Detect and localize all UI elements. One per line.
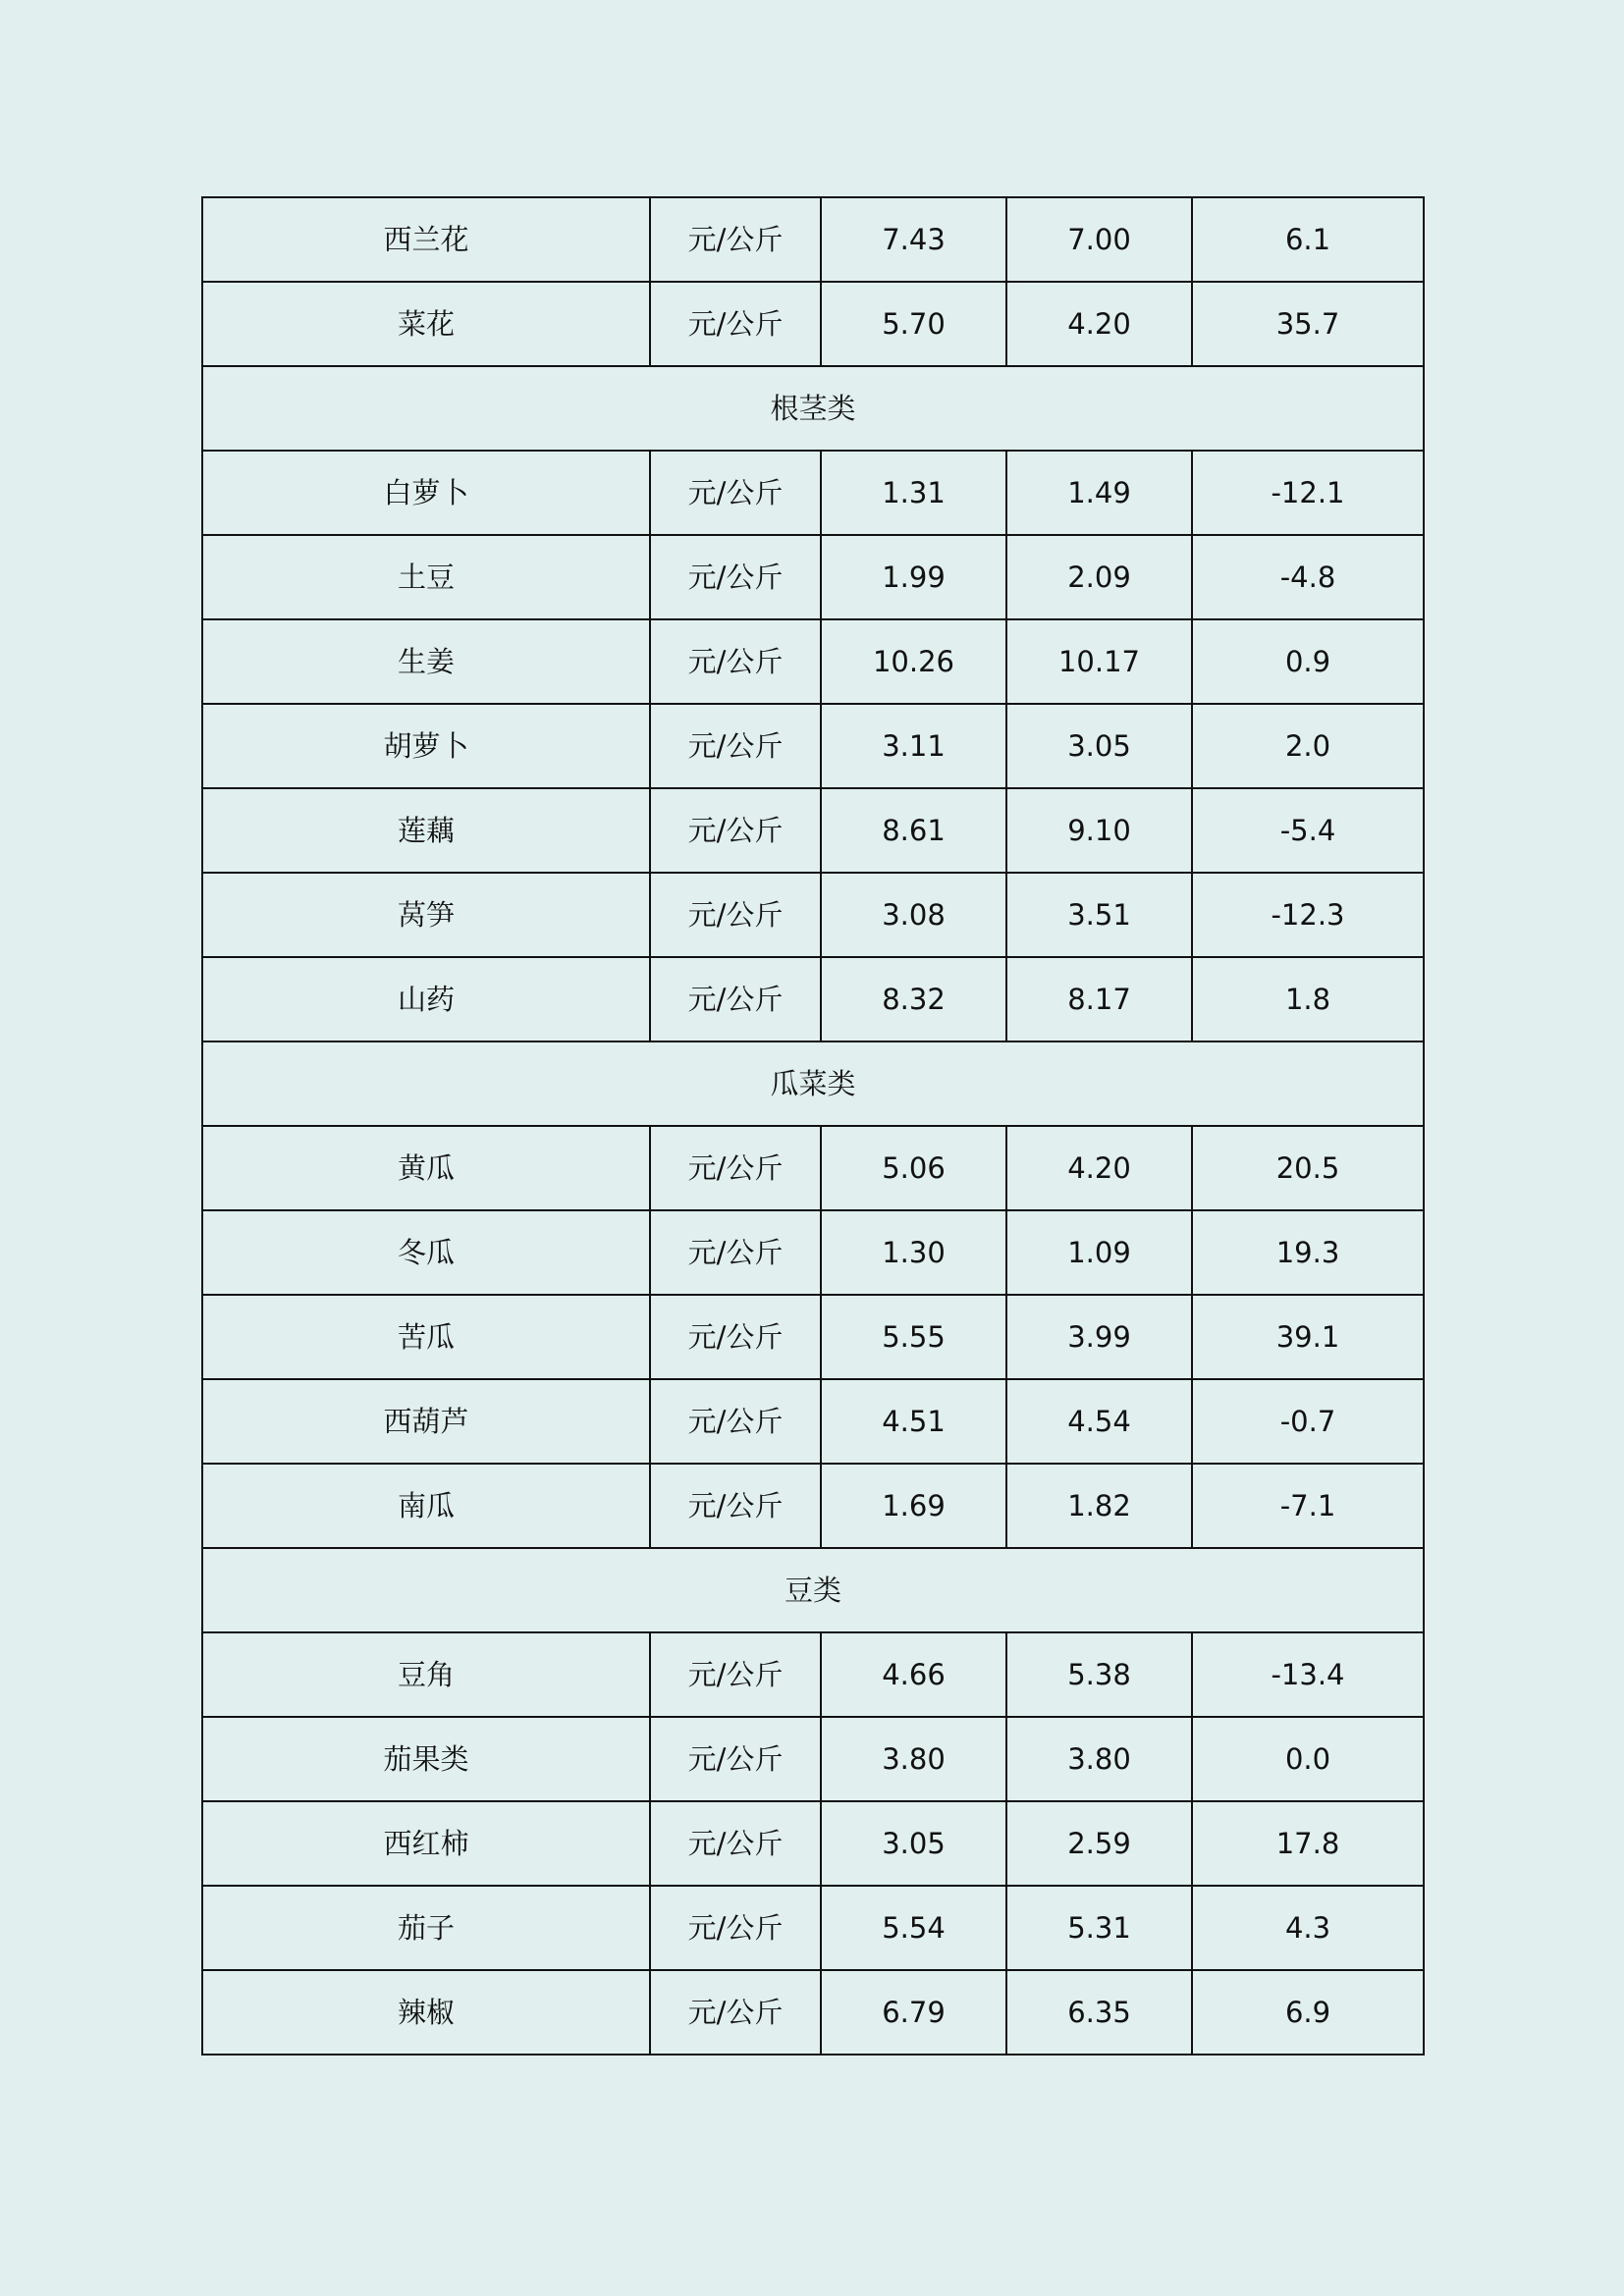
current-price-cell: 1.69 [821, 1464, 1006, 1548]
current-price-cell: 3.05 [821, 1801, 1006, 1886]
table-row [202, 1126, 1424, 1210]
current-price-cell: 10.26 [821, 619, 1006, 704]
change-percent-cell: 20.5 [1192, 1126, 1424, 1210]
previous-price-cell: 3.05 [1006, 704, 1192, 788]
table-row [202, 788, 1424, 873]
previous-price-cell: 2.09 [1006, 535, 1192, 619]
previous-price-cell: 1.82 [1006, 1464, 1192, 1548]
unit-cell: 元/公斤 [650, 1295, 821, 1379]
current-price-cell: 5.06 [821, 1126, 1006, 1210]
table-row [202, 451, 1424, 535]
price-table-body [202, 197, 1424, 2055]
unit-cell: 元/公斤 [650, 1886, 821, 1970]
item-name-cell: 西红柿 [202, 1801, 650, 1886]
previous-price-cell: 3.80 [1006, 1717, 1192, 1801]
change-percent-cell: 4.3 [1192, 1886, 1424, 1970]
unit-cell: 元/公斤 [650, 1632, 821, 1717]
unit-cell: 元/公斤 [650, 619, 821, 704]
current-price-cell: 5.70 [821, 282, 1006, 366]
unit-cell: 元/公斤 [650, 957, 821, 1041]
previous-price-cell: 1.09 [1006, 1210, 1192, 1295]
previous-price-cell: 5.31 [1006, 1886, 1192, 1970]
change-percent-cell: 6.1 [1192, 197, 1424, 282]
table-row [202, 197, 1424, 282]
change-percent-cell: 6.9 [1192, 1970, 1424, 2055]
table-row [202, 1210, 1424, 1295]
item-name-cell: 生姜 [202, 619, 650, 704]
item-name-cell: 山药 [202, 957, 650, 1041]
previous-price-cell: 7.00 [1006, 197, 1192, 282]
table-row [202, 1632, 1424, 1717]
change-percent-cell: 19.3 [1192, 1210, 1424, 1295]
previous-price-cell: 4.54 [1006, 1379, 1192, 1464]
item-name-cell: 莲藕 [202, 788, 650, 873]
table-row [202, 1886, 1424, 1970]
current-price-cell: 4.66 [821, 1632, 1006, 1717]
category-label: 豆类 [202, 1548, 1424, 1632]
current-price-cell: 1.99 [821, 535, 1006, 619]
item-name-cell: 南瓜 [202, 1464, 650, 1548]
item-name-cell: 辣椒 [202, 1970, 650, 2055]
previous-price-cell: 1.49 [1006, 451, 1192, 535]
current-price-cell: 5.55 [821, 1295, 1006, 1379]
change-percent-cell: -12.1 [1192, 451, 1424, 535]
item-name-cell: 土豆 [202, 535, 650, 619]
unit-cell: 元/公斤 [650, 282, 821, 366]
change-percent-cell: -0.7 [1192, 1379, 1424, 1464]
item-name-cell: 西兰花 [202, 197, 650, 282]
change-percent-cell: -4.8 [1192, 535, 1424, 619]
unit-cell: 元/公斤 [650, 873, 821, 957]
unit-cell: 元/公斤 [650, 704, 821, 788]
category-row [202, 366, 1424, 451]
current-price-cell: 7.43 [821, 197, 1006, 282]
item-name-cell: 豆角 [202, 1632, 650, 1717]
item-name-cell: 茄果类 [202, 1717, 650, 1801]
item-name-cell: 菜花 [202, 282, 650, 366]
unit-cell: 元/公斤 [650, 451, 821, 535]
category-row [202, 1548, 1424, 1632]
table-row [202, 535, 1424, 619]
previous-price-cell: 10.17 [1006, 619, 1192, 704]
previous-price-cell: 4.20 [1006, 282, 1192, 366]
current-price-cell: 3.08 [821, 873, 1006, 957]
unit-cell: 元/公斤 [650, 788, 821, 873]
unit-cell: 元/公斤 [650, 1970, 821, 2055]
table-row [202, 1295, 1424, 1379]
previous-price-cell: 3.51 [1006, 873, 1192, 957]
previous-price-cell: 3.99 [1006, 1295, 1192, 1379]
table-row [202, 1801, 1424, 1886]
table-row [202, 873, 1424, 957]
change-percent-cell: -12.3 [1192, 873, 1424, 957]
change-percent-cell: 35.7 [1192, 282, 1424, 366]
current-price-cell: 1.30 [821, 1210, 1006, 1295]
table-row [202, 1464, 1424, 1548]
previous-price-cell: 6.35 [1006, 1970, 1192, 2055]
current-price-cell: 3.11 [821, 704, 1006, 788]
item-name-cell: 西葫芦 [202, 1379, 650, 1464]
current-price-cell: 4.51 [821, 1379, 1006, 1464]
item-name-cell: 茄子 [202, 1886, 650, 1970]
table-row [202, 1379, 1424, 1464]
change-percent-cell: -7.1 [1192, 1464, 1424, 1548]
table-row [202, 1970, 1424, 2055]
change-percent-cell: 1.8 [1192, 957, 1424, 1041]
item-name-cell: 白萝卜 [202, 451, 650, 535]
table-row [202, 704, 1424, 788]
previous-price-cell: 8.17 [1006, 957, 1192, 1041]
change-percent-cell: -13.4 [1192, 1632, 1424, 1717]
change-percent-cell: 2.0 [1192, 704, 1424, 788]
table-row [202, 957, 1424, 1041]
item-name-cell: 苦瓜 [202, 1295, 650, 1379]
table-row [202, 619, 1424, 704]
unit-cell: 元/公斤 [650, 1379, 821, 1464]
price-table [201, 196, 1425, 2056]
unit-cell: 元/公斤 [650, 1801, 821, 1886]
current-price-cell: 8.61 [821, 788, 1006, 873]
previous-price-cell: 5.38 [1006, 1632, 1192, 1717]
table-row [202, 1717, 1424, 1801]
current-price-cell: 8.32 [821, 957, 1006, 1041]
previous-price-cell: 4.20 [1006, 1126, 1192, 1210]
previous-price-cell: 9.10 [1006, 788, 1192, 873]
current-price-cell: 1.31 [821, 451, 1006, 535]
unit-cell: 元/公斤 [650, 1210, 821, 1295]
change-percent-cell: 0.0 [1192, 1717, 1424, 1801]
unit-cell: 元/公斤 [650, 1464, 821, 1548]
change-percent-cell: -5.4 [1192, 788, 1424, 873]
unit-cell: 元/公斤 [650, 1126, 821, 1210]
item-name-cell: 黄瓜 [202, 1126, 650, 1210]
item-name-cell: 冬瓜 [202, 1210, 650, 1295]
unit-cell: 元/公斤 [650, 535, 821, 619]
change-percent-cell: 17.8 [1192, 1801, 1424, 1886]
current-price-cell: 3.80 [821, 1717, 1006, 1801]
category-label: 瓜菜类 [202, 1041, 1424, 1126]
previous-price-cell: 2.59 [1006, 1801, 1192, 1886]
unit-cell: 元/公斤 [650, 197, 821, 282]
category-row [202, 1041, 1424, 1126]
category-label: 根茎类 [202, 366, 1424, 451]
change-percent-cell: 39.1 [1192, 1295, 1424, 1379]
current-price-cell: 5.54 [821, 1886, 1006, 1970]
item-name-cell: 胡萝卜 [202, 704, 650, 788]
current-price-cell: 6.79 [821, 1970, 1006, 2055]
table-row [202, 282, 1424, 366]
unit-cell: 元/公斤 [650, 1717, 821, 1801]
item-name-cell: 莴笋 [202, 873, 650, 957]
change-percent-cell: 0.9 [1192, 619, 1424, 704]
